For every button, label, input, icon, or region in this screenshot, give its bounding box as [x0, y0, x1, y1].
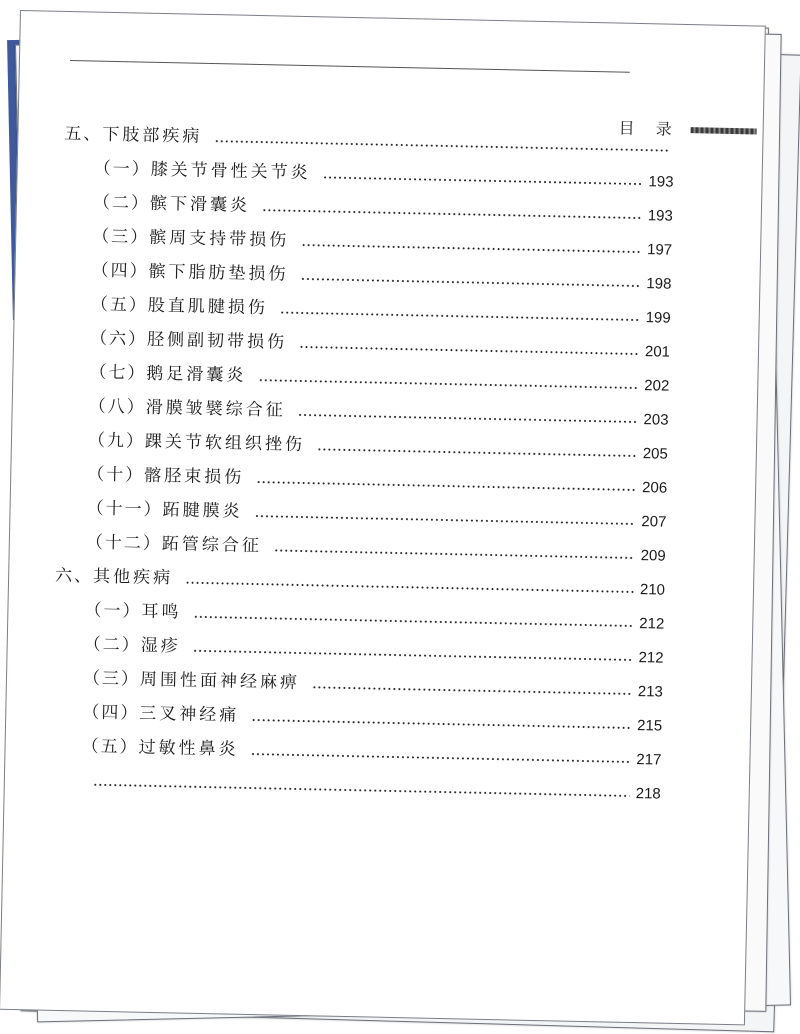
toc-leader-dots	[299, 346, 639, 355]
toc-entry-label: 鹅足滑囊炎	[146, 363, 247, 386]
toc-page-number: 197	[646, 241, 673, 259]
toc-entry-row[interactable]	[86, 528, 666, 564]
toc-entry-label: 膝关节骨性关节炎	[150, 159, 311, 184]
toc-entry-label: 髌下脂肪垫损伤	[148, 261, 289, 285]
toc-entry-number: 五、	[64, 123, 103, 145]
toc-entry-number: （十二）	[85, 532, 163, 555]
toc-entry-row[interactable]	[87, 461, 667, 497]
header-rule	[70, 60, 630, 73]
toc-page-number: 202	[644, 377, 670, 395]
toc-entry-label: 湿疹	[140, 635, 181, 657]
toc-page-number: 193	[647, 207, 674, 225]
toc-entry-row[interactable]	[93, 155, 673, 191]
toc-page-number: 206	[641, 479, 668, 497]
header-decoration-bar	[691, 127, 757, 134]
toc-entry-row[interactable]	[83, 664, 663, 700]
toc-entry-number: （九）	[87, 430, 146, 452]
toc-leader-dots	[256, 481, 636, 491]
toc-page-number: 207	[641, 513, 667, 531]
toc-leader-dots	[298, 414, 638, 423]
toc-page	[0, 10, 766, 1025]
toc-entry-label: 下肢部疾病	[102, 124, 203, 147]
toc-entry-number: （十一）	[86, 498, 163, 521]
toc-entry-row[interactable]	[82, 698, 662, 734]
toc-page-number: 212	[638, 649, 664, 667]
toc-entry-row[interactable]	[81, 766, 661, 802]
toc-entry-row[interactable]	[88, 427, 668, 463]
toc-page-number: 210	[639, 581, 666, 599]
toc-section-row[interactable]	[64, 120, 674, 157]
toc-leader-dots	[250, 753, 630, 763]
toc-leader-dots	[262, 209, 642, 219]
toc-entry-number: （二）	[83, 634, 141, 656]
toc-entry-number: （八）	[88, 396, 146, 418]
toc-page-number: 198	[646, 275, 672, 293]
toc-entry-label: 踝关节软组织挫伤	[144, 431, 306, 456]
toc-entry-label: 过敏性鼻炎	[138, 737, 239, 760]
toc-page-number: 217	[636, 751, 662, 769]
toc-leader-dots	[193, 616, 633, 627]
toc-entry-row[interactable]	[90, 325, 670, 361]
toc-leader-dots	[214, 140, 668, 152]
toc-entry-row[interactable]	[89, 393, 669, 429]
toc-leader-dots	[323, 176, 643, 185]
toc-leader-dots	[193, 650, 633, 661]
toc-leader-dots	[274, 549, 635, 559]
toc-entry-label: 胫侧副韧带损伤	[146, 329, 288, 353]
toc-entry-number: （三）	[92, 226, 150, 248]
toc-page-number: 209	[640, 547, 666, 565]
toc-entry-number: 六、	[54, 565, 94, 587]
toc-entry-number: （五）	[90, 294, 149, 316]
toc-entry-row[interactable]	[93, 189, 673, 225]
toc-entry-label: 股直肌腱损伤	[147, 295, 269, 319]
toc-leader-dots	[185, 582, 634, 593]
toc-entry-row[interactable]	[91, 291, 671, 327]
toc-entry-number: （四）	[91, 260, 149, 282]
toc-entry-label: 髂胫束损伤	[144, 465, 245, 488]
toc-page-number: 199	[645, 309, 671, 327]
toc-entry-label: 耳鸣	[141, 601, 182, 623]
toc-entry-label: 髌周支持带损伤	[149, 227, 290, 251]
toc-entry-label: 跖管综合征	[161, 534, 263, 557]
toc-entry-number: （一）	[84, 600, 142, 622]
toc-entry-row[interactable]	[84, 596, 664, 632]
toc-page-number: 193	[648, 173, 674, 191]
toc-leader-dots	[251, 719, 631, 729]
toc-page-number: 213	[637, 683, 664, 701]
toc-leader-dots	[301, 244, 641, 253]
toc-entry-row[interactable]	[86, 495, 666, 531]
toc-page-number: 212	[639, 615, 665, 633]
toc-entry-row[interactable]	[91, 257, 671, 293]
toc-entry-label: 周围性面神经麻痹	[139, 669, 301, 694]
toc-leader-dots	[317, 448, 637, 457]
toc-entry-label: 滑膜皱襞综合征	[145, 397, 286, 421]
toc-page-number: 203	[643, 411, 669, 429]
toc-entry-number: （二）	[92, 192, 151, 214]
toc-leader-dots	[300, 278, 640, 287]
toc-leader-dots	[254, 515, 635, 525]
toc-entry-number: （七）	[89, 362, 147, 384]
toc-leader-dots	[312, 686, 632, 695]
toc-page-number: 215	[636, 717, 663, 735]
toc-entry-label: 其他疾病	[92, 566, 174, 589]
toc-entry-label: 跖腱膜炎	[162, 500, 243, 522]
toc-page-number: 205	[642, 445, 669, 463]
toc-entry-label: 髌下滑囊炎	[149, 193, 251, 216]
toc-leader-dots	[280, 312, 640, 322]
toc-entry-number: （十）	[87, 464, 145, 486]
toc-entry-number: （三）	[82, 668, 141, 690]
toc-entry-number: （四）	[82, 702, 140, 724]
toc-section-row[interactable]	[55, 562, 665, 599]
toc-entry-row[interactable]	[84, 630, 664, 666]
toc-leader-dots	[258, 379, 638, 389]
toc-entry-number: （六）	[89, 328, 148, 350]
toc-page-number: 218	[635, 785, 661, 803]
toc-entry-row[interactable]	[92, 223, 672, 259]
toc-entry-row[interactable]	[81, 732, 661, 768]
toc-entry-number: （一）	[93, 158, 151, 180]
toc-page-number: 201	[644, 343, 671, 361]
toc-entry-label: 三叉神经痛	[139, 703, 240, 726]
toc-entry-number: （五）	[81, 736, 139, 758]
page-title: 目 录	[618, 118, 680, 139]
toc-leader-dots	[93, 784, 630, 797]
toc-entry-row[interactable]	[89, 359, 669, 395]
